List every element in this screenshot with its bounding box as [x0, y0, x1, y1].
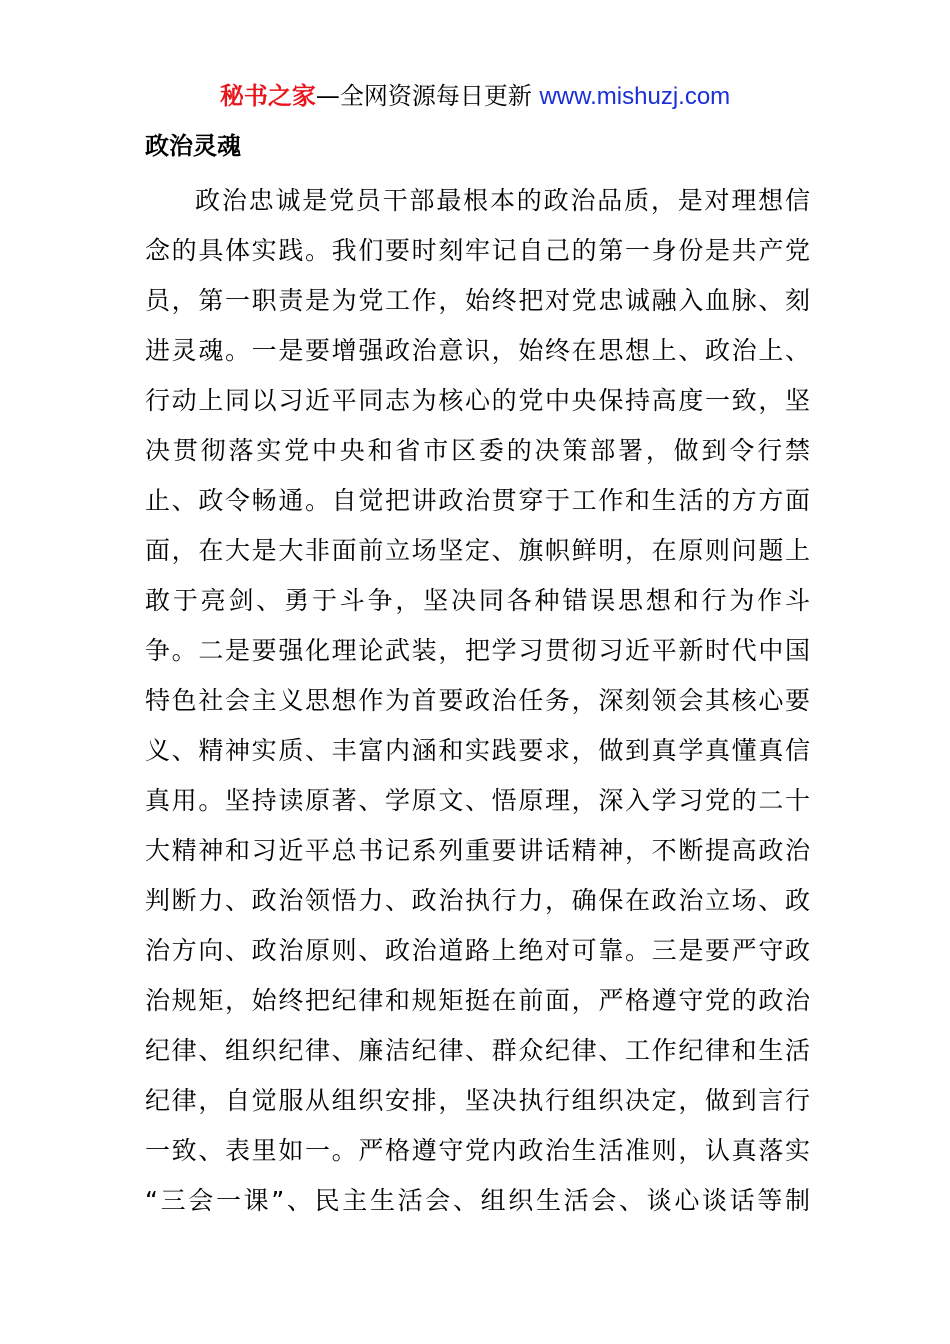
text-line: 纪律，自觉服从组织安排，坚决执行组织决定，做到言行	[145, 1086, 810, 1115]
text-line: 治规矩，始终把纪律和规矩挺在前面，严格遵守党的政治	[145, 986, 810, 1015]
text-line: 念的具体实践。我们要时刻牢记自己的第一身份是共产党	[145, 236, 810, 265]
text-line: 真用。坚持读原著、学原文、悟原理，深入学习党的二十	[145, 786, 810, 815]
text-line: 一致、表里如一。严格遵守党内政治生活准则，认真落实	[145, 1136, 810, 1165]
site-header	[0, 80, 950, 113]
text-line: 政治忠诚是党员干部最根本的政治品质，是对理想信	[195, 186, 810, 215]
text-line: “三会一课”、民主生活会、组织生活会、谈心谈话等制	[145, 1186, 810, 1215]
body-paragraph	[145, 176, 810, 1226]
text-line: 决贯彻落实党中央和省市区委的决策部署，做到令行禁	[145, 436, 810, 465]
section-title: 政治灵魂	[145, 132, 241, 160]
text-line: 面，在大是大非面前立场坚定、旗帜鲜明，在原则问题上	[145, 536, 810, 565]
text-line: 治方向、政治原则、政治道路上绝对可靠。三是要严守政	[145, 936, 810, 965]
text-line: 特色社会主义思想作为首要政治任务，深刻领会其核心要	[145, 686, 810, 715]
text-line: 争。二是要强化理论武装，把学习贯彻习近平新时代中国	[145, 636, 810, 665]
text-line: 进灵魂。一是要增强政治意识，始终在思想上、政治上、	[145, 336, 810, 365]
text-line: 义、精神实质、丰富内涵和实践要求，做到真学真懂真信	[145, 736, 810, 765]
text-line: 判断力、政治领悟力、政治执行力，确保在政治立场、政	[145, 886, 810, 915]
site-tagline: —全网资源每日更新	[315, 82, 540, 110]
text-line: 纪律、组织纪律、廉洁纪律、群众纪律、工作纪律和生活	[145, 1036, 810, 1065]
site-url-link[interactable]: www.mishuzj.com	[539, 83, 731, 110]
text-line: 员，第一职责是为党工作，始终把对党忠诚融入血脉、刻	[145, 286, 810, 315]
text-line: 止、政令畅通。自觉把讲政治贯穿于工作和生活的方方面	[145, 486, 810, 515]
text-line: 行动上同以习近平同志为核心的党中央保持高度一致，坚	[145, 386, 810, 415]
text-line: 大精神和习近平总书记系列重要讲话精神，不断提高政治	[145, 836, 810, 865]
site-brand: 秘书之家	[219, 82, 316, 110]
text-line: 敢于亮剑、勇于斗争，坚决同各种错误思想和行为作斗	[145, 586, 810, 615]
